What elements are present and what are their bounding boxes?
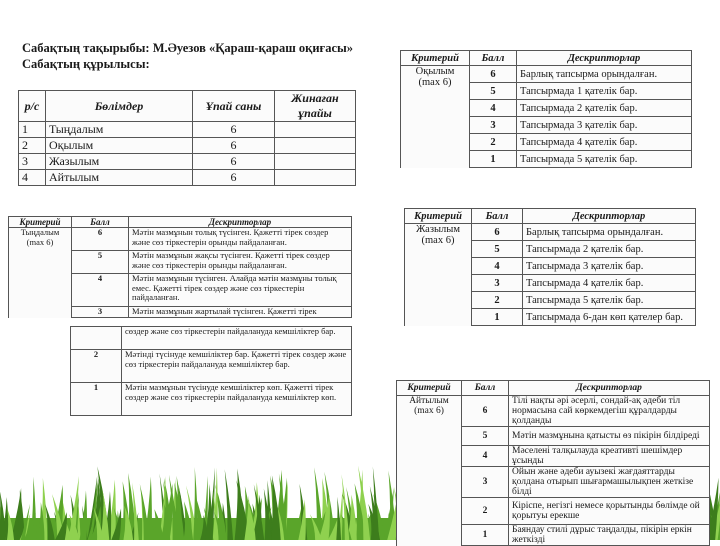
score-cell: 4 [462, 446, 509, 467]
writing-criteria-table [404, 208, 696, 326]
score-cell: 5 [72, 251, 129, 274]
col-criterion: Критерий [397, 381, 462, 396]
listening-criteria-continued [70, 326, 352, 416]
descriptor-cell: Барлық тапсырма орындалған. [523, 224, 696, 241]
score-cell: 2 [470, 134, 517, 151]
row-points: 6 [193, 138, 275, 154]
descriptor-cell: Мәтін мазмұнын түсінген. Алайда мәтін мазмұны толық емес. Қажетті тірек сөздер және сөз тіркестерін пайдаланған. [129, 274, 352, 307]
criterion-name: Айтылым [409, 396, 449, 406]
table-row [19, 154, 356, 170]
score-cell: 6 [472, 224, 523, 241]
score-cell: 2 [462, 498, 509, 525]
score-cell: 2 [472, 292, 523, 309]
criterion-max: (max 6) [421, 235, 455, 246]
speaking-criteria-table [396, 380, 710, 546]
col-earned: Жинаған ұпайы [275, 91, 356, 122]
descriptor-cell: Мәтін мазмұнын жартылай түсінген. Қажетті тірек [129, 307, 352, 318]
descriptor-cell: Барлық тапсырма орындалған. [517, 66, 692, 83]
criterion-cell [405, 224, 472, 326]
table-row [401, 66, 692, 83]
descriptor-cell: Тапсырмада 5 қателік бар. [523, 292, 696, 309]
score-cell: 3 [472, 275, 523, 292]
score-cell: 6 [470, 66, 517, 83]
row-section: Айтылым [46, 170, 193, 186]
listening-criteria-table [8, 216, 352, 318]
score-cell: 1 [470, 151, 517, 168]
score-cell: 3 [470, 117, 517, 134]
criterion-max: (max 6) [418, 77, 452, 88]
col-criterion: Критерий [405, 209, 472, 224]
descriptor-cell: Баяндау стилі дұрыс таңдалды, пікірін еркін жеткізді [509, 525, 710, 546]
score-cell [71, 327, 122, 350]
score-cell: 1 [71, 383, 122, 416]
col-sections: Бөлімдер [46, 91, 193, 122]
row-number: 2 [19, 138, 46, 154]
criterion-name: Жазылым [416, 224, 460, 235]
row-number: 1 [19, 122, 46, 138]
descriptor-cell: Тапсырмада 1 қателік бар. [517, 83, 692, 100]
score-cell: 1 [462, 525, 509, 546]
col-criterion: Критерий [401, 51, 470, 66]
table-row [19, 170, 356, 186]
row-section: Тыңдалым [46, 122, 193, 138]
col-score: Балл [462, 381, 509, 396]
col-descriptors: Дескрипторлар [523, 209, 696, 224]
descriptor-cell: Кіріспе, негізгі немесе қорытынды бөлімде ой қорытуы ерекше [509, 498, 710, 525]
descriptor-cell: Мәтін мазмұнын толық түсінген. Қажетті тірек сөздер және сөз тіркестерін орынды пайдаланған. [129, 228, 352, 251]
descriptor-cell: Тапсырмада 2 қателік бар. [517, 100, 692, 117]
score-cell: 5 [462, 427, 509, 446]
descriptor-cell: Тапсырмада 4 қателік бар. [523, 275, 696, 292]
score-cell: 4 [472, 258, 523, 275]
col-score: Балл [472, 209, 523, 224]
lesson-topic: Сабақтың тақырыбы: М.Әуезов «Қараш-қараш оқиғасы» [22, 41, 354, 55]
table-row [397, 396, 710, 427]
descriptor-cell: Мәтінді түсінуде кемшіліктер бар. Қажетті тірек сөздер және сөз тіркестерін пайдалануда кемшіліктер бар. [122, 350, 352, 383]
descriptor-cell: Ойын және әдеби ауызекі жағдаяттарды қолдана отырып шығармашылықпен жеткізе білді [509, 467, 710, 498]
table-row [71, 383, 352, 416]
descriptor-cell: Тапсырмада 4 қателік бар. [517, 134, 692, 151]
descriptor-cell: сөздер және сөз тіркестерін пайдалануда кемшіліктер бар. [122, 327, 352, 350]
score-cell: 4 [470, 100, 517, 117]
score-cell: 3 [72, 307, 129, 318]
table-row [9, 228, 352, 251]
score-cell: 4 [72, 274, 129, 307]
score-cell: 5 [472, 241, 523, 258]
descriptor-cell: Тапсырмада 3 қателік бар. [523, 258, 696, 275]
descriptor-cell: Мәтін мазмұнына қатысты өз пікірін білдіреді [509, 427, 710, 446]
col-criterion: Критерий [9, 217, 72, 228]
lesson-structure-label: Сабақтың құрылысы: [22, 57, 150, 71]
score-cell: 3 [462, 467, 509, 498]
score-cell: 2 [71, 350, 122, 383]
descriptor-cell: Мәтін мазмұнын түсінуде кемшіліктер көп. Қажетті тірек сөздер және сөз тіркестерін пайдалануда кемшіліктер көп. [122, 383, 352, 416]
row-earned [275, 122, 356, 138]
col-descriptors: Дескрипторлар [129, 217, 352, 228]
criterion-cell [401, 66, 470, 168]
table-row [71, 327, 352, 350]
col-number: р/с [19, 91, 46, 122]
table-row [19, 122, 356, 138]
score-cell: 1 [472, 309, 523, 326]
score-cell: 6 [72, 228, 129, 251]
criterion-cell [397, 396, 462, 546]
table-header-row [405, 209, 696, 224]
table-row [19, 138, 356, 154]
row-earned [275, 138, 356, 154]
criterion-max: (max 6) [414, 406, 444, 416]
score-cell: 6 [462, 396, 509, 427]
row-section: Оқылым [46, 138, 193, 154]
descriptor-cell: Тапсырмада 2 қателік бар. [523, 241, 696, 258]
row-points: 6 [193, 122, 275, 138]
descriptor-cell: Мәтін мазмұнын жақсы түсінген. Қажетті тірек сөздер және сөз тіркестерін орынды пайдаланған. [129, 251, 352, 274]
reading-criteria-table [400, 50, 692, 168]
row-earned [275, 154, 356, 170]
table-header-row [19, 91, 356, 122]
row-earned [275, 170, 356, 186]
table-row [71, 350, 352, 383]
descriptor-cell: Тапсырмада 6-дан көп қателер бар. [523, 309, 696, 326]
table-header-row [401, 51, 692, 66]
row-number: 4 [19, 170, 46, 186]
row-number: 3 [19, 154, 46, 170]
row-points: 6 [193, 154, 275, 170]
table-row [405, 224, 696, 241]
criterion-max: (max 6) [26, 236, 54, 247]
descriptor-cell: Тілі нақты әрі әсерлі, сондай-ақ әдеби тіл нормасына сай көркемдегіш құралдарды қолданды [509, 396, 710, 427]
table-header-row [397, 381, 710, 396]
col-descriptors: Дескрипторлар [509, 381, 710, 396]
col-score: Балл [72, 217, 129, 228]
row-section: Жазылым [46, 154, 193, 170]
criterion-name: Оқылым [415, 66, 455, 77]
col-points: Ұпай саны [193, 91, 275, 122]
descriptor-cell: Тапсырмада 5 қателік бар. [517, 151, 692, 168]
score-cell: 5 [470, 83, 517, 100]
col-descriptors: Дескрипторлар [517, 51, 692, 66]
grass-blade [0, 491, 6, 540]
table-header-row [9, 217, 352, 228]
criterion-cell [9, 228, 72, 318]
col-score: Балл [470, 51, 517, 66]
criterion-name: Тыңдалым [20, 227, 60, 237]
sections-table [18, 90, 356, 186]
descriptor-cell: Мәселені талқылауда креативті шешімдер ұсынды [509, 446, 710, 467]
row-points: 6 [193, 170, 275, 186]
lesson-header [22, 40, 353, 72]
descriptor-cell: Тапсырмада 3 қателік бар. [517, 117, 692, 134]
